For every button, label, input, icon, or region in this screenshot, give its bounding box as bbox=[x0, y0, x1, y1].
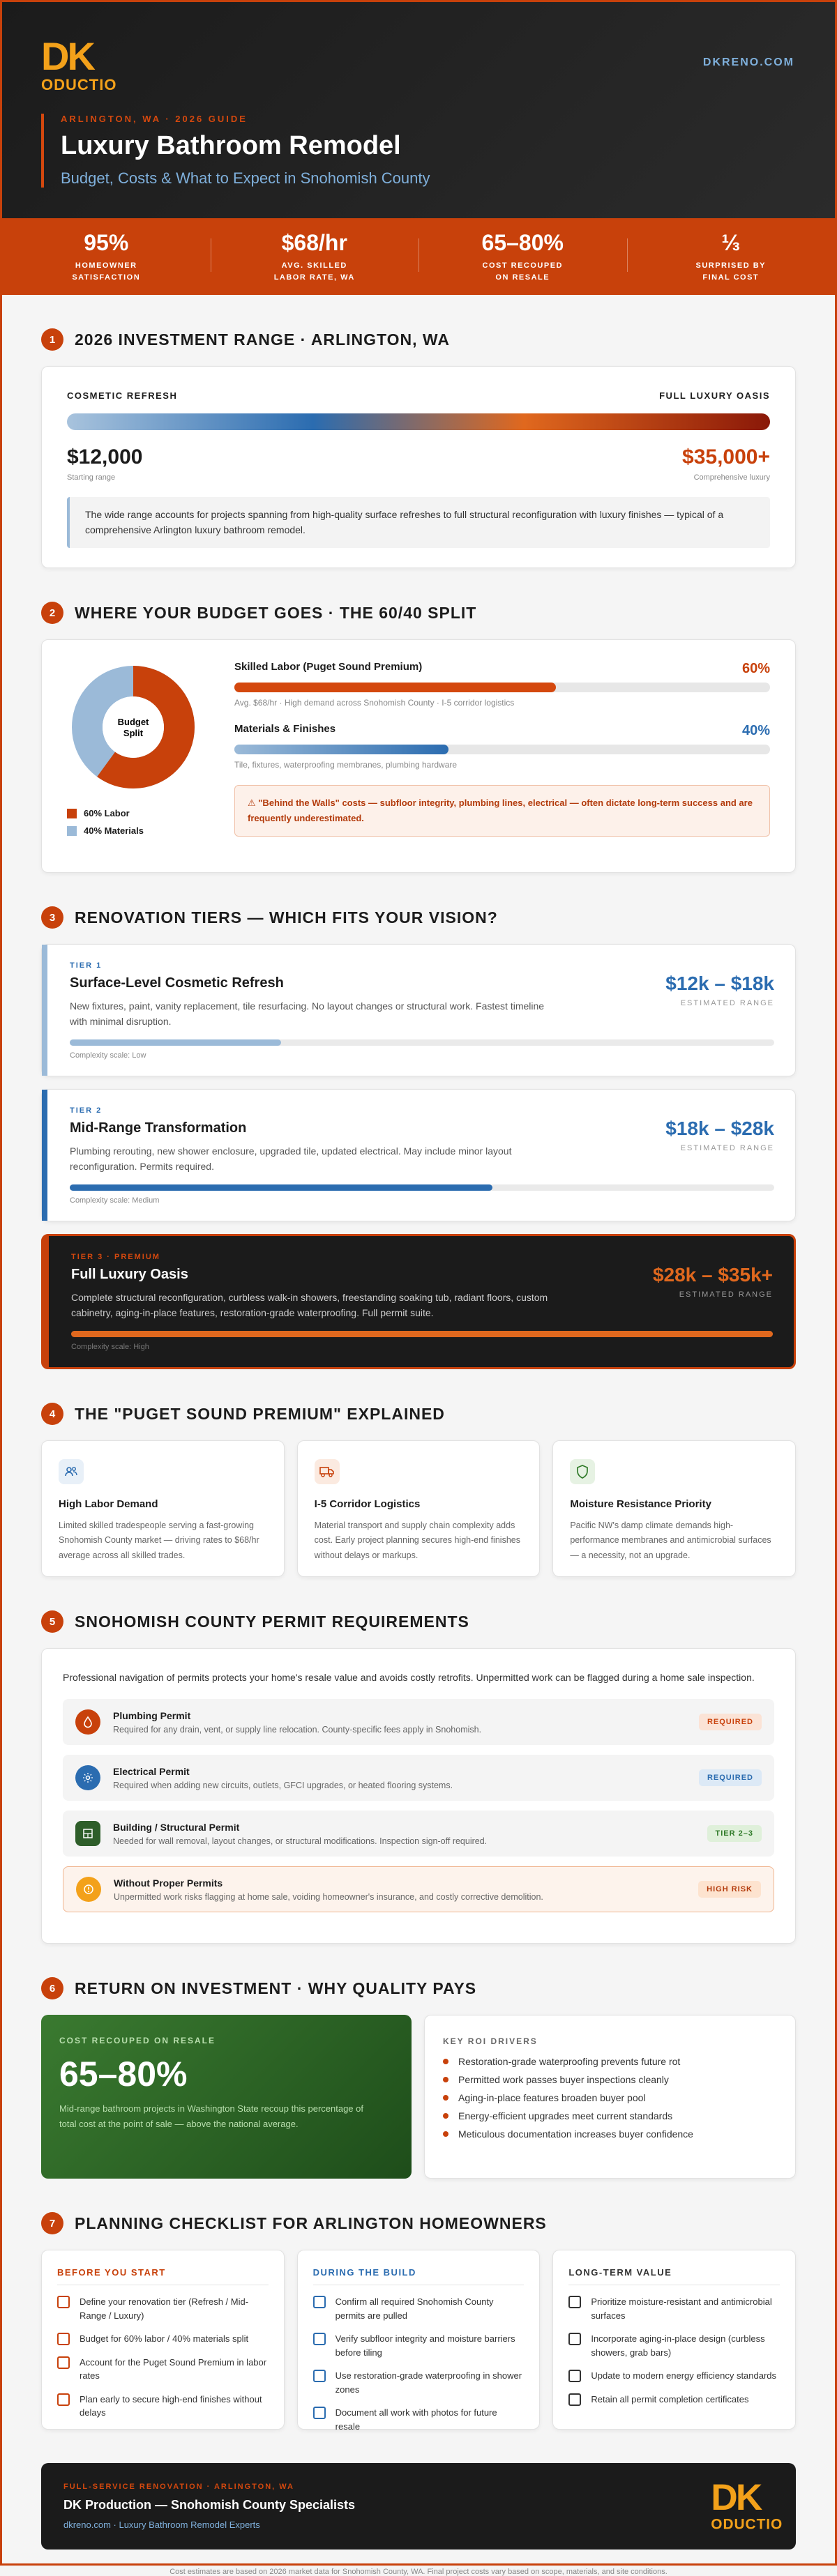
permit-title: Plumbing Permit bbox=[113, 1709, 191, 1721]
legend-labor: 60% Labor bbox=[67, 808, 220, 818]
checklist-title: DURING THE BUILD bbox=[313, 2267, 525, 2285]
tier-desc: New fixtures, paint, vanity replacement, tile resurfacing. No layout changes or structural work. Fastest timeline with minimal disruption. bbox=[70, 1000, 545, 1028]
permits-intro: Professional navigation of permits protects your home's resale value and avoids costly retrofits. Unpermitted work can be flagged during a home sale inspection. bbox=[63, 1672, 755, 1683]
checkbox[interactable] bbox=[313, 2333, 326, 2345]
materials-sub: Tile, fixtures, waterproofing membranes, plumbing hardware bbox=[234, 760, 458, 770]
permit-row-risk bbox=[63, 1866, 774, 1912]
main-content bbox=[2, 328, 835, 2576]
permit-badge: HIGH RISK bbox=[698, 1881, 761, 1898]
tier-complexity-fill bbox=[71, 1331, 773, 1337]
people-icon bbox=[59, 1459, 84, 1484]
checklist-item[interactable]: Confirm all required Snohomish County permits are pulled bbox=[313, 2295, 525, 2322]
tier-label: TIER 2 bbox=[70, 1106, 103, 1115]
section-heading-budget bbox=[41, 602, 796, 624]
premium-desc: Pacific NW's damp climate demands high-performance membranes and antimicrobial surfaces — a necessity, not an upgrade. bbox=[570, 1521, 771, 1560]
section-heading-checklist bbox=[41, 2212, 796, 2234]
checkbox[interactable] bbox=[57, 2296, 70, 2308]
logo-mark: DK bbox=[711, 2476, 761, 2518]
logo-sub: ODUCTIO bbox=[41, 76, 117, 93]
stat-value: 95% bbox=[84, 230, 129, 255]
range-high-note: Comprehensive luxury bbox=[693, 473, 770, 482]
logo-mark: DK bbox=[41, 34, 93, 78]
tier-price-label: ESTIMATED RANGE bbox=[680, 999, 774, 1007]
permit-row-plumbing bbox=[63, 1699, 774, 1745]
drop-icon bbox=[75, 1709, 100, 1735]
materials-row bbox=[234, 723, 770, 770]
tier-label: TIER 3 · PREMIUM bbox=[71, 1253, 160, 1261]
premium-title: I-5 Corridor Logistics bbox=[314, 1498, 421, 1510]
stat-satisfaction bbox=[2, 230, 211, 283]
range-low-value: $12,000 bbox=[67, 445, 143, 468]
checkbox[interactable] bbox=[57, 2333, 70, 2345]
range-left-label: COSMETIC REFRESH bbox=[67, 390, 178, 401]
tier-scale: Complexity scale: Low bbox=[70, 1051, 146, 1060]
stat-label: HOMEOWNER SATISFACTION bbox=[72, 261, 141, 282]
tier-price-label: ESTIMATED RANGE bbox=[680, 1144, 774, 1152]
tier-card-1[interactable] bbox=[41, 944, 796, 1076]
section-heading-permits bbox=[41, 1610, 796, 1633]
section-heading-investment bbox=[41, 328, 796, 351]
roi-desc: Mid-range bathroom projects in Washington State recoup this percentage of total cost at the point of sale — above the national average. bbox=[59, 2103, 363, 2130]
stat-value: ⅓ bbox=[721, 230, 741, 255]
donut-area bbox=[67, 661, 220, 851]
checkbox[interactable] bbox=[568, 2296, 581, 2308]
list-item: Energy-efficient upgrades meet current standards bbox=[443, 2110, 777, 2121]
permit-row-building bbox=[63, 1811, 774, 1857]
materials-bar-fill bbox=[234, 745, 448, 754]
checkbox[interactable] bbox=[568, 2393, 581, 2406]
tier-complexity-fill bbox=[70, 1039, 281, 1046]
permit-badge: REQUIRED bbox=[699, 1769, 762, 1786]
behind-walls-warning: ⚠ "Behind the Walls" costs — subfloor integrity, plumbing lines, electrical — often dictate long-term success and are frequently underestimated. bbox=[234, 785, 770, 837]
checklist-during bbox=[297, 2250, 541, 2430]
materials-title: Materials & Finishes bbox=[234, 723, 336, 735]
range-labels bbox=[67, 390, 770, 401]
checkbox[interactable] bbox=[57, 2356, 70, 2369]
labor-title: Skilled Labor (Puget Sound Premium) bbox=[234, 661, 423, 673]
checkbox[interactable] bbox=[568, 2370, 581, 2382]
stat-recouped bbox=[418, 230, 627, 283]
roi-kicker: COST RECOUPED ON RESALE bbox=[59, 2036, 216, 2046]
permit-badge: TIER 2–3 bbox=[707, 1825, 762, 1842]
investment-card bbox=[41, 366, 796, 568]
section-title: WHERE YOUR BUDGET GOES · THE 60/40 SPLIT bbox=[75, 603, 477, 622]
checklist-item[interactable]: Use restoration-grade waterproofing in shower zones bbox=[313, 2369, 525, 2396]
truck-icon bbox=[315, 1459, 340, 1484]
range-values bbox=[67, 445, 770, 482]
premium-card-labor bbox=[41, 1440, 285, 1577]
checklist-title: BEFORE YOU START bbox=[57, 2267, 269, 2285]
hero-kicker: ARLINGTON, WA · 2026 GUIDE bbox=[61, 114, 248, 124]
checklist-before bbox=[41, 2250, 285, 2430]
checklist-item[interactable]: Retain all permit completion certificates bbox=[568, 2393, 780, 2407]
hero bbox=[2, 2, 835, 218]
brand-logo[interactable] bbox=[41, 34, 117, 97]
footer-title: DK Production — Snohomish County Specialists bbox=[63, 2498, 356, 2513]
site-link[interactable]: DKRENO.COM bbox=[702, 56, 794, 68]
sun-icon bbox=[75, 1765, 100, 1790]
roi-highlight bbox=[41, 2015, 412, 2179]
premium-desc: Material transport and supply chain complexity adds cost. Early project planning secures high-end finishes without delays or markups. bbox=[314, 1521, 520, 1560]
roi-drivers-title: KEY ROI DRIVERS bbox=[443, 2036, 538, 2047]
checklist-item[interactable]: Update to modern energy efficiency standards bbox=[568, 2369, 780, 2383]
tier-scale: Complexity scale: Medium bbox=[70, 1196, 160, 1205]
permit-desc: Unpermitted work risks flagging at home sale, voiding homeowner's insurance, and costly corrective demolition. bbox=[114, 1891, 543, 1902]
range-note: The wide range accounts for projects spanning from high-quality surface refreshes to full structural reconfiguration with luxury finishes — typical of a comprehensive Arlington luxury bathroom remodel. bbox=[67, 497, 770, 548]
section-number: 1 bbox=[41, 328, 63, 351]
checklist-columns bbox=[41, 2250, 796, 2430]
checklist-item[interactable]: Account for the Puget Sound Premium in labor rates bbox=[57, 2356, 269, 2383]
section-title: RENOVATION TIERS — WHICH FITS YOUR VISION? bbox=[75, 908, 498, 927]
checklist-item[interactable]: Document all work with photos for future resale bbox=[313, 2406, 525, 2433]
checklist-longterm bbox=[552, 2250, 796, 2430]
range-low-note: Starting range bbox=[67, 473, 116, 482]
labor-bar-fill bbox=[234, 683, 556, 692]
labor-percent: 60% bbox=[741, 661, 770, 676]
checklist-item[interactable]: Budget for 60% labor / 40% materials split bbox=[57, 2332, 269, 2346]
legend-materials: 40% Materials bbox=[67, 825, 220, 836]
premium-title: High Labor Demand bbox=[59, 1498, 158, 1510]
checkbox[interactable] bbox=[568, 2333, 581, 2345]
premium-title: Moisture Resistance Priority bbox=[570, 1498, 711, 1510]
labor-row bbox=[234, 661, 770, 708]
premium-desc: Limited skilled tradespeople serving a fast-growing Snohomish County market — driving rates to $68/hr average across all skilled trades. bbox=[59, 1521, 259, 1560]
permit-title: Building / Structural Permit bbox=[113, 1821, 240, 1833]
tier-complexity-fill bbox=[70, 1184, 492, 1191]
tier-desc: Plumbing rerouting, new shower enclosure, upgraded tile, updated electrical. May include minor layout reconfiguration. Permits required. bbox=[70, 1145, 512, 1173]
materials-percent: 40% bbox=[741, 723, 770, 738]
roi-drivers bbox=[424, 2015, 796, 2179]
shield-icon bbox=[570, 1459, 595, 1484]
stat-value: 65–80% bbox=[481, 230, 564, 255]
stat-label: SURPRISED BY FINAL COST bbox=[695, 261, 767, 282]
section-number: 2 bbox=[41, 602, 63, 624]
logo-sub: ODUCTIO bbox=[711, 2515, 783, 2533]
tier-card-2[interactable] bbox=[41, 1089, 796, 1221]
permits-card bbox=[41, 1648, 796, 1944]
list-item: Aging-in-place features broaden buyer pool bbox=[443, 2092, 777, 2103]
footer-logo bbox=[711, 2476, 783, 2536]
permit-title: Electrical Permit bbox=[113, 1765, 190, 1777]
premium-cards bbox=[41, 1440, 796, 1577]
building-icon bbox=[75, 1821, 100, 1846]
permit-desc: Required when adding new circuits, outlets, GFCI upgrades, or heated flooring systems. bbox=[113, 1780, 453, 1790]
checklist-item[interactable]: Define your renovation tier (Refresh / Mid-Range / Luxury) bbox=[57, 2295, 269, 2322]
range-right-label: FULL LUXURY OASIS bbox=[659, 390, 770, 401]
section-heading-tiers bbox=[41, 906, 796, 929]
stat-label: AVG. SKILLED LABOR RATE, WA bbox=[273, 261, 355, 282]
stats-bar bbox=[2, 218, 835, 295]
permit-desc: Needed for wall removal, layout changes, or structural modifications. Inspection sign-off required. bbox=[113, 1836, 488, 1846]
section-title: PLANNING CHECKLIST FOR ARLINGTON HOMEOWNERS bbox=[75, 2213, 547, 2232]
hero-text bbox=[41, 114, 430, 188]
stat-labor-rate bbox=[211, 230, 419, 283]
permit-title: Without Proper Permits bbox=[114, 1877, 223, 1889]
tier-price: $28k – $35k+ bbox=[652, 1264, 773, 1286]
tier-desc: Complete structural reconfiguration, curbless walk-in showers, freestanding soaking tub, radiant floors, custom cabinetry, aging-in-place features, restoration-grade waterproofing. Full permit suite. bbox=[71, 1292, 548, 1319]
section-title: THE "PUGET SOUND PREMIUM" EXPLAINED bbox=[75, 1404, 445, 1423]
section-number: 6 bbox=[41, 1977, 63, 1999]
donut-legend bbox=[67, 808, 220, 836]
permit-desc: Required for any drain, vent, or supply line relocation. County-specific fees apply in Snohomish. bbox=[113, 1724, 482, 1735]
tier-price: $12k – $18k bbox=[665, 973, 774, 994]
tier-name: Full Luxury Oasis bbox=[71, 1267, 188, 1282]
section-heading-premium bbox=[41, 1403, 796, 1425]
tier-scale: Complexity scale: High bbox=[71, 1342, 149, 1351]
checkbox[interactable] bbox=[313, 2370, 326, 2382]
section-number: 5 bbox=[41, 1610, 63, 1633]
budget-donut-chart bbox=[67, 661, 199, 793]
permit-row-electrical bbox=[63, 1755, 774, 1801]
range-gradient-bar bbox=[67, 413, 770, 430]
checkbox[interactable] bbox=[57, 2393, 70, 2406]
section-title: 2026 INVESTMENT RANGE · ARLINGTON, WA bbox=[75, 330, 450, 349]
checklist-item[interactable]: Verify subfloor integrity and moisture barriers before tiling bbox=[313, 2332, 525, 2359]
labor-sub: Avg. $68/hr · High demand across Snohomish County · I-5 corridor logistics bbox=[234, 698, 515, 708]
section-title: RETURN ON INVESTMENT · WHY QUALITY PAYS bbox=[75, 1979, 477, 1997]
permit-badge: REQUIRED bbox=[699, 1714, 762, 1730]
warning-icon bbox=[76, 1877, 101, 1902]
donut-label-1: Budget bbox=[117, 717, 149, 727]
page-subtitle: Budget, Costs & What to Expect in Snohomish County bbox=[61, 169, 430, 187]
section-number: 4 bbox=[41, 1403, 63, 1425]
footer-card bbox=[41, 2463, 796, 2550]
donut-label-2: Split bbox=[123, 728, 144, 738]
tier-card-3[interactable] bbox=[41, 1234, 796, 1369]
checklist-title: LONG-TERM VALUE bbox=[568, 2267, 780, 2285]
budget-card bbox=[41, 639, 796, 873]
stat-label: COST RECOUPED ON RESALE bbox=[482, 261, 563, 282]
section-number: 3 bbox=[41, 906, 63, 929]
list-item: Meticulous documentation increases buyer confidence bbox=[443, 2128, 777, 2140]
checklist-item[interactable]: Prioritize moisture-resistant and antimicrobial surfaces bbox=[568, 2295, 780, 2322]
checkbox[interactable] bbox=[313, 2407, 326, 2419]
tier-price-label: ESTIMATED RANGE bbox=[679, 1290, 773, 1299]
stat-value: $68/hr bbox=[281, 230, 347, 255]
page-title: Luxury Bathroom Remodel bbox=[61, 131, 401, 160]
footer-sub[interactable]: dkreno.com · Luxury Bathroom Remodel Experts bbox=[63, 2520, 260, 2531]
section-heading-roi bbox=[41, 1977, 796, 1999]
roi-block bbox=[41, 2015, 796, 2179]
budget-bars bbox=[220, 661, 770, 851]
tier-name: Mid-Range Transformation bbox=[70, 1120, 247, 1136]
roi-value: 65–80% bbox=[59, 2055, 188, 2094]
premium-card-logistics bbox=[297, 1440, 541, 1577]
section-title: SNOHOMISH COUNTY PERMIT REQUIREMENTS bbox=[75, 1612, 469, 1631]
tier-name: Surface-Level Cosmetic Refresh bbox=[70, 975, 284, 991]
section-number: 7 bbox=[41, 2212, 63, 2234]
list-item: Permitted work passes buyer inspections cleanly bbox=[443, 2074, 777, 2085]
list-item: Restoration-grade waterproofing prevents future rot bbox=[443, 2056, 777, 2067]
stat-surprised bbox=[627, 230, 836, 283]
checklist-item[interactable]: Incorporate aging-in-place design (curbless showers, grab bars) bbox=[568, 2332, 780, 2359]
fine-print: Cost estimates are based on 2026 market data for Snohomish County, WA. Final project costs vary based on scope, materials, and site conditions. bbox=[169, 2568, 668, 2576]
checklist-item[interactable]: Plan early to secure high-end finishes without delays bbox=[57, 2393, 269, 2420]
checkbox[interactable] bbox=[313, 2296, 326, 2308]
range-high-value: $35,000+ bbox=[682, 445, 770, 468]
premium-card-moisture bbox=[552, 1440, 796, 1577]
footer-kicker: FULL-SERVICE RENOVATION · ARLINGTON, WA bbox=[63, 2483, 294, 2492]
tier-label: TIER 1 bbox=[70, 961, 103, 970]
tier-price: $18k – $28k bbox=[665, 1118, 774, 1139]
